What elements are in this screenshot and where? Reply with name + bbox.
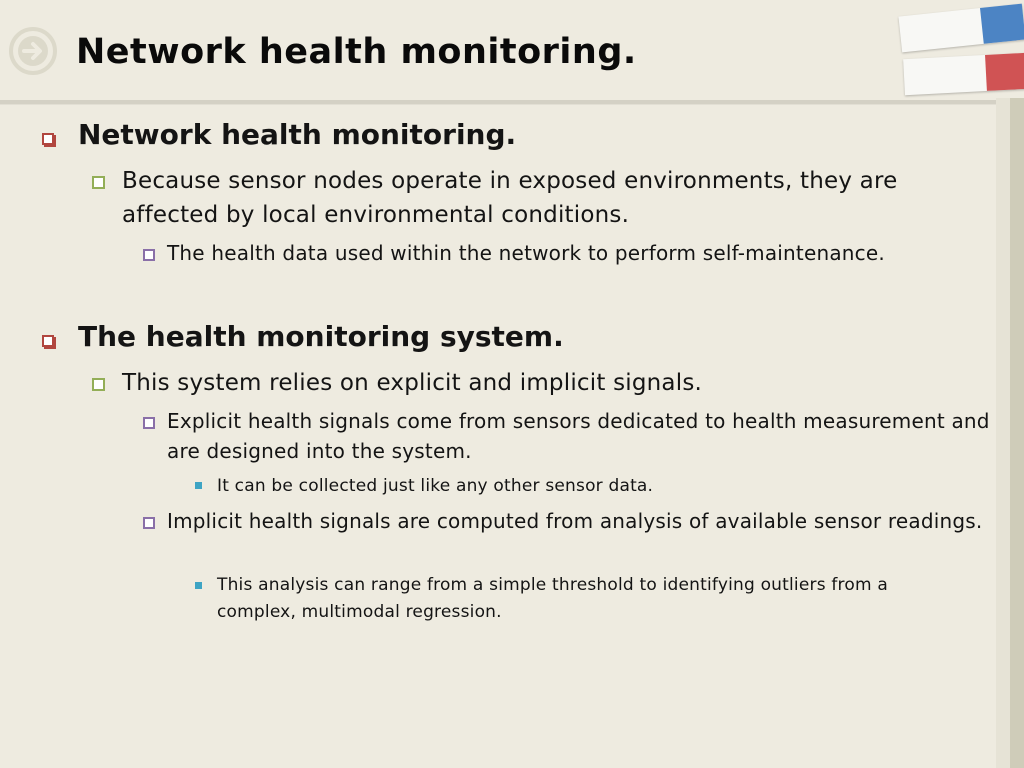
decorative-tab-blue xyxy=(898,4,1024,53)
slide-title: Network health monitoring. xyxy=(76,32,637,72)
slide-header xyxy=(0,0,1024,100)
bullet-square-purple-icon xyxy=(143,517,155,529)
list-item: The health data used within the network to perform self-maintenance. xyxy=(167,241,885,265)
header-divider xyxy=(0,100,996,105)
decorative-tab-red xyxy=(903,53,1024,95)
side-stripe xyxy=(996,98,1024,768)
bullet-square-green-icon xyxy=(92,378,105,391)
circle-arrow-right-icon xyxy=(8,26,58,76)
section-heading: Network health monitoring. xyxy=(78,118,517,151)
list-item: It can be collected just like any other sensor data. xyxy=(217,476,654,496)
bullet-square-red-icon xyxy=(42,335,54,347)
list-item: This system relies on explicit and implicit signals. xyxy=(122,370,703,396)
bullet-square-green-icon xyxy=(92,176,105,189)
bullet-square-blue-icon xyxy=(195,582,202,589)
bullet-square-blue-icon xyxy=(195,482,202,489)
list-item: Explicit health signals come from sensors dedicated to health measurement and are designed into the system. xyxy=(167,409,990,463)
section-heading: The health monitoring system. xyxy=(78,320,564,353)
list-item: Implicit health signals are computed from analysis of available sensor readings. xyxy=(167,509,983,533)
list-item: This analysis can range from a simple threshold to identifying outliers from a complex, multimodal regression. xyxy=(217,575,888,622)
slide-body xyxy=(0,112,996,752)
bullet-square-purple-icon xyxy=(143,417,155,429)
bullet-square-red-icon xyxy=(42,133,54,145)
bullet-square-purple-icon xyxy=(143,249,155,261)
list-item: Because sensor nodes operate in exposed environments, they are affected by local environmental conditions. xyxy=(122,168,898,228)
